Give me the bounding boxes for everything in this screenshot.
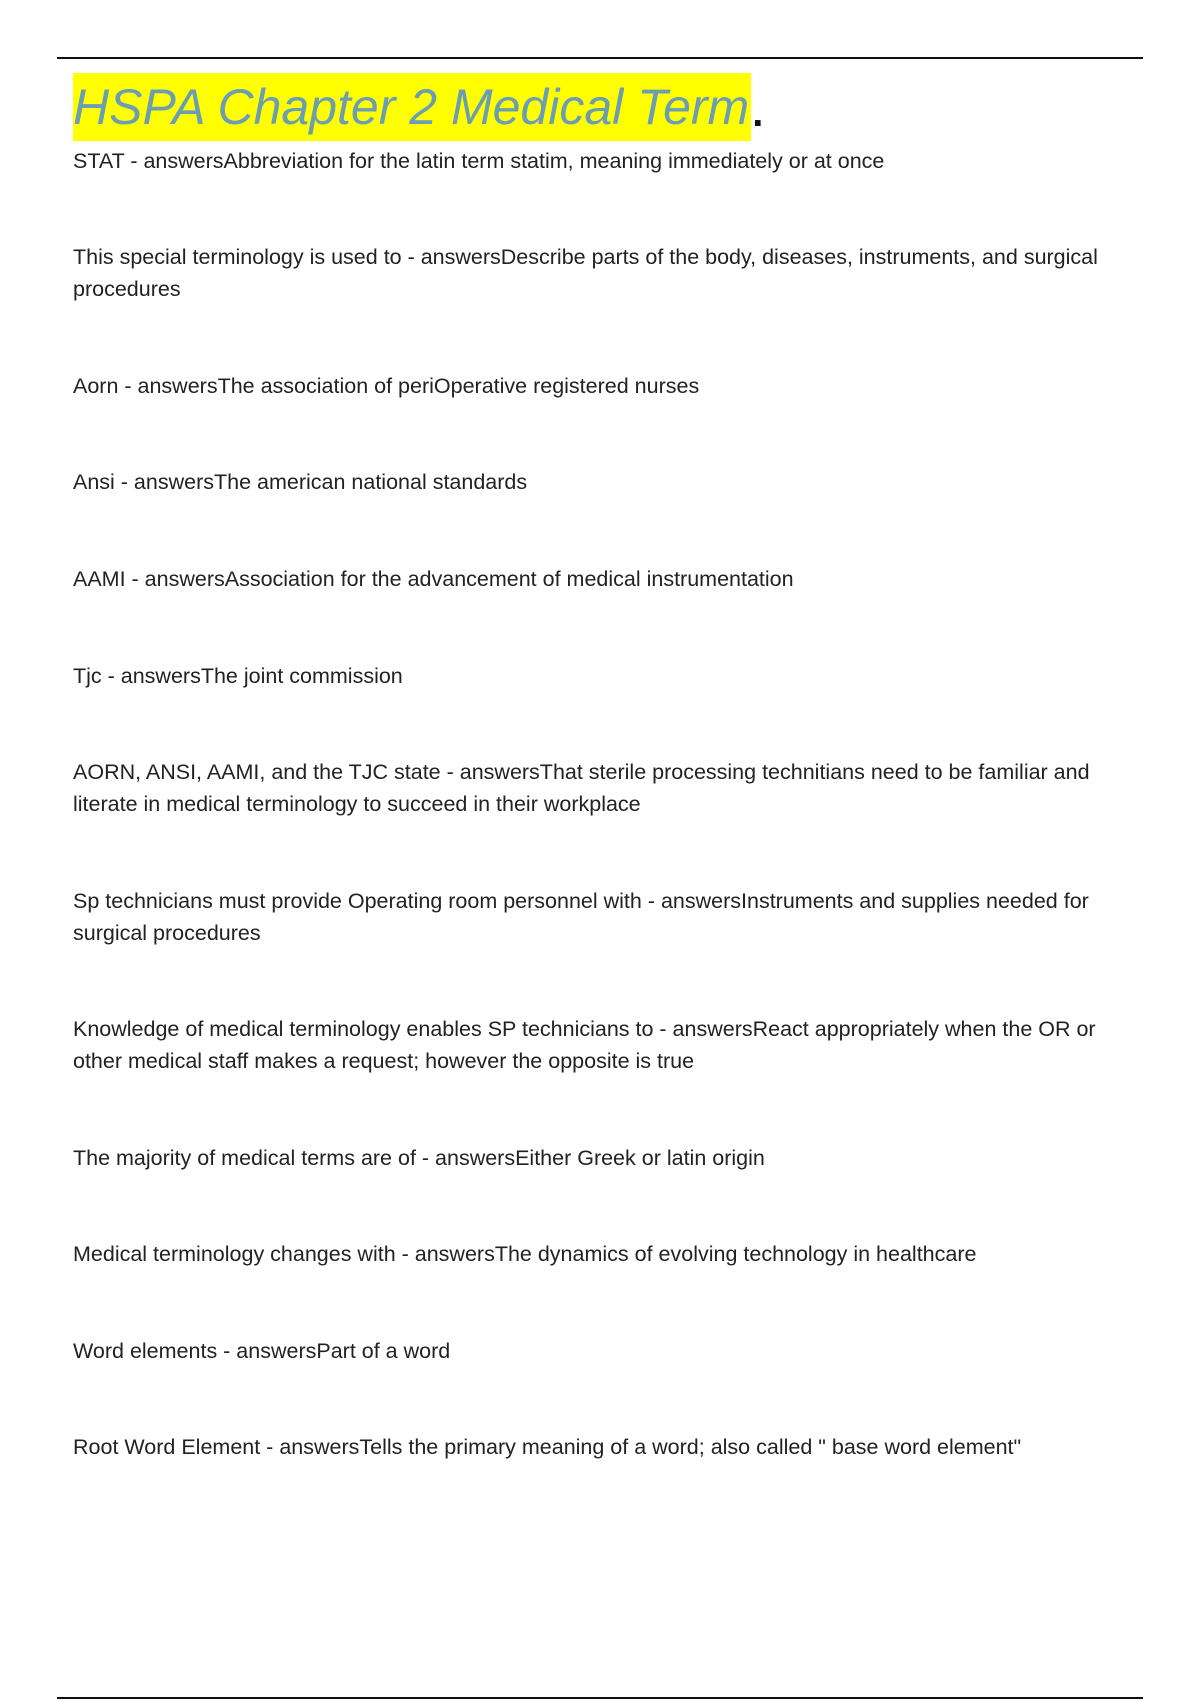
term-entry-terminology-changes: Medical terminology changes with - answersThe dynamics of evolving technology in healthcare xyxy=(73,1242,977,1266)
page-title: HSPA Chapter 2 Medical Term xyxy=(73,73,751,141)
term-entry-ansi: Ansi - answersThe american national standards xyxy=(73,470,528,494)
term-entry-organizations-state: AORN, ANSI, AAMI, and the TJC state - answersThat sterile processing technitians need to be familiar and literate in medical terminology to succeed in their workplace xyxy=(73,760,1090,816)
term-entry-sp-technicians-provide: Sp technicians must provide Operating room personnel with - answersInstruments and supplies needed for surgical procedures xyxy=(73,889,1089,945)
term-entry-root-word: Root Word Element - answersTells the primary meaning of a word; also called " base word element" xyxy=(73,1435,1022,1459)
term-entry-aorn: Aorn - answersThe association of periOperative registered nurses xyxy=(73,374,700,398)
term-entry-tjc: Tjc - answersThe joint commission xyxy=(73,664,403,688)
title-block xyxy=(73,73,763,141)
term-entry-majority-origin: The majority of medical terms are of - answersEither Greek or latin origin xyxy=(73,1146,765,1170)
term-entry-aami: AAMI - answersAssociation for the advancement of medical instrumentation xyxy=(73,567,794,591)
top-rule xyxy=(57,57,1143,59)
bottom-rule xyxy=(57,1697,1143,1699)
title-period: . xyxy=(752,91,764,135)
term-entry-knowledge-enables: Knowledge of medical terminology enables SP technicians to - answersReact appropriately when the OR or other medical staff makes a request; however the opposite is true xyxy=(73,1017,1096,1073)
term-entry-special-terminology: This special terminology is used to - answersDescribe parts of the body, diseases, instruments, and surgical procedures xyxy=(73,245,1098,301)
term-entry-word-elements: Word elements - answersPart of a word xyxy=(73,1339,451,1363)
term-entry-stat: STAT - answersAbbreviation for the latin term statim, meaning immediately or at once xyxy=(73,149,885,173)
